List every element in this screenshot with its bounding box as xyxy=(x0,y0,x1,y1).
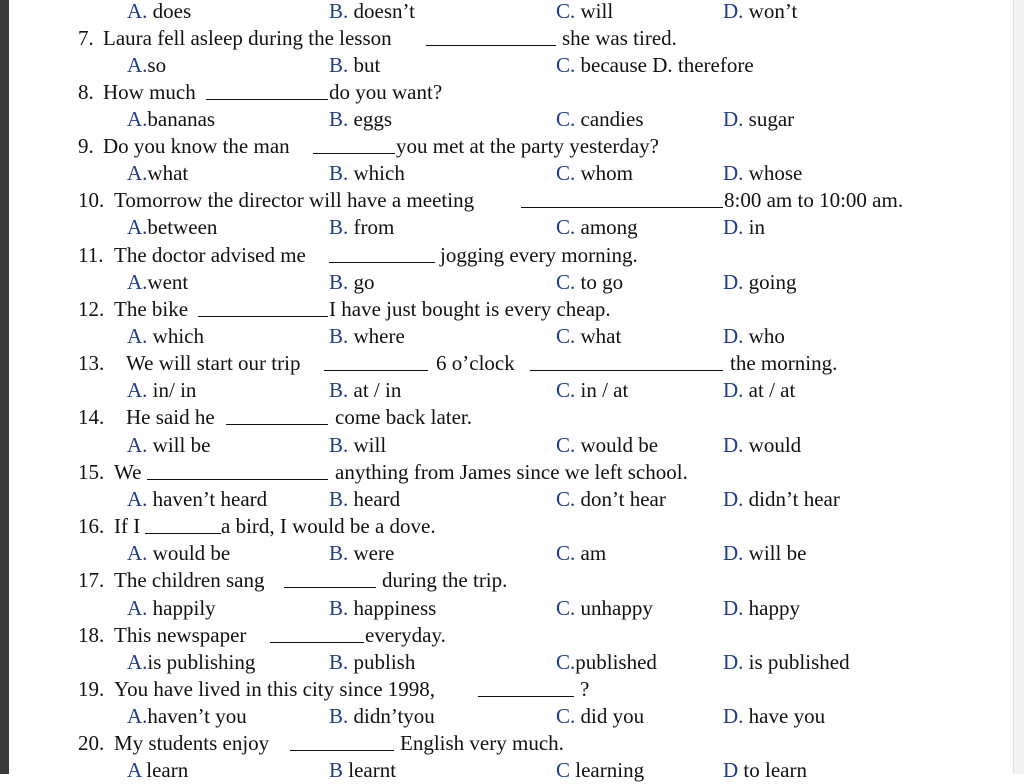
answer-blank xyxy=(530,370,723,371)
option-c: C. unhappy xyxy=(556,596,653,620)
question-text: the morning. xyxy=(730,351,838,375)
option-a: A.bananas xyxy=(127,107,216,131)
option-a: A.between xyxy=(127,215,218,239)
question-text: ? xyxy=(580,677,590,701)
option-b: B. publish xyxy=(329,650,416,674)
answer-blank xyxy=(284,587,376,588)
option-c: C. what xyxy=(556,324,622,348)
option-d: D. happy xyxy=(723,596,800,620)
options-row-9 xyxy=(0,160,1024,187)
question-11 xyxy=(0,242,1024,269)
question-9 xyxy=(0,133,1024,160)
option-d: D. would xyxy=(723,433,802,457)
option-c: C. am xyxy=(556,541,607,565)
question-text: My students enjoy xyxy=(114,731,270,755)
option-c: C. in / at xyxy=(556,378,629,402)
options-row-6 xyxy=(0,0,1024,25)
option-c: C. to go xyxy=(556,270,624,294)
question-text: The doctor advised me xyxy=(114,243,306,267)
options-row-20 xyxy=(0,757,1024,784)
option-b: B. doesn’t xyxy=(329,0,415,23)
question-number: 17. xyxy=(78,568,105,592)
options-row-19 xyxy=(0,703,1024,730)
question-8 xyxy=(0,79,1024,106)
answer-blank xyxy=(198,316,328,317)
options-row-13 xyxy=(0,377,1024,404)
option-c: C. among xyxy=(556,215,638,239)
question-12 xyxy=(0,296,1024,323)
question-10 xyxy=(0,187,1024,214)
question-15 xyxy=(0,459,1024,486)
option-a: A. happily xyxy=(127,596,216,620)
question-text: anything from James since we left school. xyxy=(335,460,688,484)
question-text: Laura fell asleep during the lesson xyxy=(103,26,392,50)
option-c: C. don’t hear xyxy=(556,487,666,511)
question-14 xyxy=(0,404,1024,431)
options-row-17 xyxy=(0,595,1024,622)
option-a: A. which xyxy=(127,324,204,348)
question-text: If I xyxy=(114,514,141,538)
question-13 xyxy=(0,350,1024,377)
question-text: He said he xyxy=(126,405,215,429)
option-a: A. does xyxy=(127,0,192,23)
question-text: she was tired. xyxy=(562,26,677,50)
option-b: B. heard xyxy=(329,487,401,511)
question-text: The bike xyxy=(114,297,189,321)
options-row-7 xyxy=(0,52,1024,79)
question-17 xyxy=(0,567,1024,594)
answer-blank xyxy=(313,153,395,154)
answer-blank xyxy=(270,642,364,643)
option-d: D. in xyxy=(723,215,766,239)
question-text: 8:00 am to 10:00 am. xyxy=(724,188,904,212)
question-text: 6 o’clock xyxy=(436,351,515,375)
question-text: How much xyxy=(103,80,196,104)
question-text: We will start our trip xyxy=(126,351,301,375)
question-text: English very much. xyxy=(400,731,564,755)
question-text: This newspaper xyxy=(114,623,247,647)
option-d: D to learn xyxy=(723,758,807,782)
option-a: A.so xyxy=(127,53,167,77)
question-16 xyxy=(0,513,1024,540)
option-c: C. did you xyxy=(556,704,645,728)
options-row-11 xyxy=(0,269,1024,296)
option-d: D. have you xyxy=(723,704,826,728)
options-row-14 xyxy=(0,432,1024,459)
option-a: A.is publishing xyxy=(127,650,256,674)
question-text: You have lived in this city since 1998, xyxy=(114,677,436,701)
answer-blank xyxy=(521,207,723,208)
option-b: B learnt xyxy=(329,758,397,782)
question-number: 10. xyxy=(78,188,105,212)
option-c: C. candies xyxy=(556,107,644,131)
question-text: Do you know the man xyxy=(103,134,290,158)
option-a: A. would be xyxy=(127,541,231,565)
option-c: C. would be xyxy=(556,433,659,457)
question-number: 14. xyxy=(78,405,105,429)
question-text: you met at the party yesterday? xyxy=(396,134,659,158)
question-text: everyday. xyxy=(365,623,446,647)
answer-blank xyxy=(324,370,428,371)
option-a: A. will be xyxy=(127,433,211,457)
answer-blank xyxy=(478,696,574,697)
question-7 xyxy=(0,25,1024,52)
answer-blank xyxy=(426,45,556,46)
question-number: 16. xyxy=(78,514,105,538)
option-d: D. will be xyxy=(723,541,807,565)
option-c: C learning xyxy=(556,758,645,782)
option-a: A.what xyxy=(127,161,189,185)
question-text: Tomorrow the director will have a meeting xyxy=(114,188,475,212)
option-b: B. where xyxy=(329,324,405,348)
question-20 xyxy=(0,730,1024,757)
option-a: A.went xyxy=(127,270,189,294)
option-b: B. at / in xyxy=(329,378,402,402)
options-row-10 xyxy=(0,214,1024,241)
option-a: A.haven’t you xyxy=(127,704,247,728)
question-19 xyxy=(0,676,1024,703)
option-c: C.published xyxy=(556,650,657,674)
question-text: come back later. xyxy=(335,405,473,429)
option-d: D. whose xyxy=(723,161,803,185)
answer-blank xyxy=(226,424,328,425)
question-text: do you want? xyxy=(329,80,443,104)
options-row-8 xyxy=(0,106,1024,133)
option-d: D. going xyxy=(723,270,797,294)
question-18 xyxy=(0,622,1024,649)
option-b: B. happiness xyxy=(329,596,437,620)
option-b: B. from xyxy=(329,215,395,239)
question-number: 15. xyxy=(78,460,105,484)
question-number: 18. xyxy=(78,623,105,647)
question-number: 12. xyxy=(78,297,105,321)
answer-blank xyxy=(290,750,394,751)
question-number: 20. xyxy=(78,731,105,755)
option-a: A. haven’t heard xyxy=(127,487,268,511)
option-d: D. at / at xyxy=(723,378,796,402)
question-text: a bird, I would be a dove. xyxy=(221,514,436,538)
option-b: B. go xyxy=(329,270,375,294)
option-c: C. will xyxy=(556,0,614,23)
option-d: D. sugar xyxy=(723,107,795,131)
question-text: We xyxy=(114,460,142,484)
question-number: 7. xyxy=(78,26,94,50)
option-b: B. eggs xyxy=(329,107,393,131)
question-text: The children sang xyxy=(114,568,265,592)
option-d: D. who xyxy=(723,324,785,348)
options-row-16 xyxy=(0,540,1024,567)
option-d: D. won’t xyxy=(723,0,798,23)
question-number: 8. xyxy=(78,80,94,104)
option-b: B. were xyxy=(329,541,395,565)
question-text: I have just bought is every cheap. xyxy=(329,297,611,321)
answer-blank xyxy=(206,99,328,100)
option-a: A. in/ in xyxy=(127,378,197,402)
options-row-18 xyxy=(0,649,1024,676)
question-text: during the trip. xyxy=(382,568,508,592)
option-b: B. didn’tyou xyxy=(329,704,435,728)
question-number: 9. xyxy=(78,134,94,158)
option-b: B. but xyxy=(329,53,381,77)
answer-blank xyxy=(145,533,221,534)
options-row-12 xyxy=(0,323,1024,350)
question-number: 13. xyxy=(78,351,105,375)
question-text: jogging every morning. xyxy=(440,243,638,267)
option-b: B. which xyxy=(329,161,405,185)
option-a: A learn xyxy=(127,758,189,782)
option-c: C. because D. therefore xyxy=(556,53,754,77)
question-number: 11. xyxy=(78,243,104,267)
options-row-15 xyxy=(0,486,1024,513)
answer-blank xyxy=(147,479,328,480)
question-number: 19. xyxy=(78,677,105,701)
answer-blank xyxy=(329,262,435,263)
option-b: B. will xyxy=(329,433,387,457)
option-c: C. whom xyxy=(556,161,634,185)
option-d: D. is published xyxy=(723,650,850,674)
option-d: D. didn’t hear xyxy=(723,487,840,511)
